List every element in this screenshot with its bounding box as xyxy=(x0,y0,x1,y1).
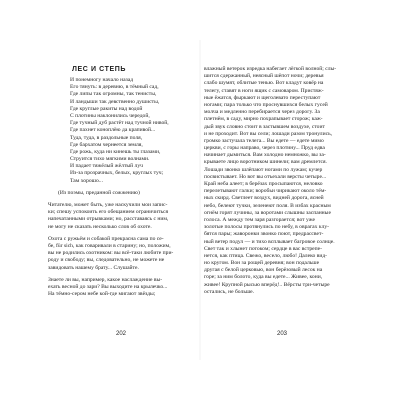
text-line: влажный ветерок изредка набегает лёгкой волной; слы- xyxy=(204,66,337,72)
poem-line: И понемногу начало назад xyxy=(70,77,134,83)
text-line: ные ёжатся, фыркают и щеголевато переступают xyxy=(204,94,321,101)
paragraph xyxy=(48,202,194,231)
text-line: не могу не сказать несколько слов об охоте. xyxy=(48,223,152,230)
book-gutter xyxy=(199,40,201,360)
text-line: нется, как птица. Свежо, весело, любо! Далеко вид- xyxy=(204,252,328,259)
text-line: живее! Крупной рысью вперёд!.. Вёрсты три-четыре xyxy=(204,281,330,288)
left-page xyxy=(48,66,194,298)
poem-line: Струится тихо мягкими волнами. xyxy=(70,156,150,163)
paragraph xyxy=(48,236,194,272)
text-line: Свет так и хлынет потоком; сердце в вас встрепе- xyxy=(204,245,323,252)
text-line: ки; спешу успокоить его обещанием ограничиться xyxy=(48,209,169,216)
text-line: остались, не больше. xyxy=(204,288,255,295)
poem-line: Из-за прозрачных, белых, круглых туч; xyxy=(70,170,164,177)
poem-line: Там хорошо... xyxy=(70,177,103,184)
chapter-heading: ЛЕС И СТЕПЬ xyxy=(72,66,127,73)
poem-excerpt xyxy=(70,77,194,185)
poem-line: И ландыши так девственно душисты, xyxy=(70,98,160,105)
text-line: бятся пары; жаворонки звонко поют, предрассвет- xyxy=(204,231,324,238)
paragraph xyxy=(204,66,350,296)
text-line: роду и свободу; вы, следовательно, не можете не xyxy=(48,257,165,264)
text-line: вы не родились охотником: вы всё-таки любите при- xyxy=(48,250,174,257)
text-line: голоса. А между тем заря разгорается; вот уже xyxy=(204,216,316,223)
text-line: громко застучала телега... Вы едете — едете мимо xyxy=(204,137,324,144)
page-number-right: 203 xyxy=(277,331,288,337)
text-line: ных скирд. Светлеет воздух, видней дорога, ясней xyxy=(204,195,324,202)
poem-line: Где липы так огромны, так тенисты, xyxy=(70,91,157,98)
page-number-left: 202 xyxy=(116,331,127,337)
text-line: телегу, ставят в ноги ящик с самоваром. Пристяж- xyxy=(204,87,324,94)
text-line: посвистывает. Но вот вы отъехали версты четыре... xyxy=(204,173,327,180)
text-line: Лошади звонко шлёпают ногами по лужам; кучер xyxy=(204,166,323,173)
right-page xyxy=(204,66,350,296)
text-line: начинает дымиться. Вам холодно немножко, вы за- xyxy=(204,152,326,159)
text-line: церкви, с горы направо, через плотину... Пруд едва xyxy=(204,145,325,152)
text-line: другая с белой церковью, вон берёзовый лесок на xyxy=(204,267,323,274)
text-line: горе; за ним болото, куда вы едете... Живее, кони, xyxy=(204,274,323,281)
poem-line: Туда, туда, в раздольные поля, xyxy=(70,134,143,141)
text-line: завидовать нашему брату... Слушайте. xyxy=(48,264,139,271)
text-line: перелетывают галки; воробьи чирикают около тём- xyxy=(204,188,327,195)
text-line: напечатанными отрывками; но, расставаясь с ним, xyxy=(48,216,169,223)
text-line: шится сдержанный, неясный шёпот ночи; деревья xyxy=(204,73,324,80)
text-line: ехать весной до зари? Вы выходите на крылечко... xyxy=(48,283,168,290)
text-line: дый звук словно стоит в застывшем воздухе, стоит xyxy=(204,123,325,130)
text-line: плетнём, в саду, мирно похрапывает сторож; каж- xyxy=(204,116,323,123)
poem-line: Где рожь, куда ни кинешь ты глазами, xyxy=(70,148,161,155)
text-line: слабо шумят, облитые тенью. Вот кладут ковёр на xyxy=(204,80,324,87)
poem-line: Где тучный дуб растёт над тучной нивой, xyxy=(70,120,169,127)
poem-line: Где круглые ракиты над водой xyxy=(70,105,143,112)
paragraph xyxy=(48,277,194,299)
text-line: крываете лицо воротником шинели; вам дремлется. xyxy=(204,159,327,166)
text-line: Знаете ли вы, например, какое наслаждение вы- xyxy=(48,276,163,283)
text-line: Край неба алеет; в берёзах просыпаются, неловко xyxy=(204,181,323,187)
text-line: На тёмно-сером небе кой-где мигают звёзды; xyxy=(48,291,156,298)
poem-line: Где пахнет коноплёю да крапивой... xyxy=(70,127,156,134)
poem-line: И падает тяжёлый жёлтый луч xyxy=(70,163,143,170)
poem-line: С плотины наклонились чередой, xyxy=(70,112,150,119)
text-line: золотые полосы протянулись по небу, в оврагах клу- xyxy=(204,224,330,231)
text-line: ногами; пара только что проснувшихся белых гусей xyxy=(204,101,328,108)
text-line: но кругом. Вон за рощей деревня; вон подальше xyxy=(204,260,320,267)
text-line: бе, für sich, как говаривали в старину; но, положим, xyxy=(48,242,171,249)
text-line: Читателю, может быть, уже наскучили мои запис- xyxy=(48,202,168,209)
text-line: небо, белеют тучки, зеленеют поля. В избах красным xyxy=(204,202,331,209)
text-line: огнём горят лучины, за воротами слышны заспанные xyxy=(204,209,331,216)
text-line: Охота с ружьём и собакой прекрасна сама по се- xyxy=(48,235,164,242)
poem-line: Где бархатом чернеется земля, xyxy=(70,141,143,148)
text-line: ный ветер подул — и тихо всплывает багровое солнце. xyxy=(204,238,335,245)
poem-attribution: (Из поэмы, преданной сожжению) xyxy=(58,189,140,196)
text-line: и не проходит. Вот вы сели; лошади разом тронулись, xyxy=(204,130,333,137)
text-line: молча и медленно перебирается через дорогу. За xyxy=(204,109,320,116)
poem-line: Его тянуть: в деревню, в тёмный сад, xyxy=(70,84,159,91)
